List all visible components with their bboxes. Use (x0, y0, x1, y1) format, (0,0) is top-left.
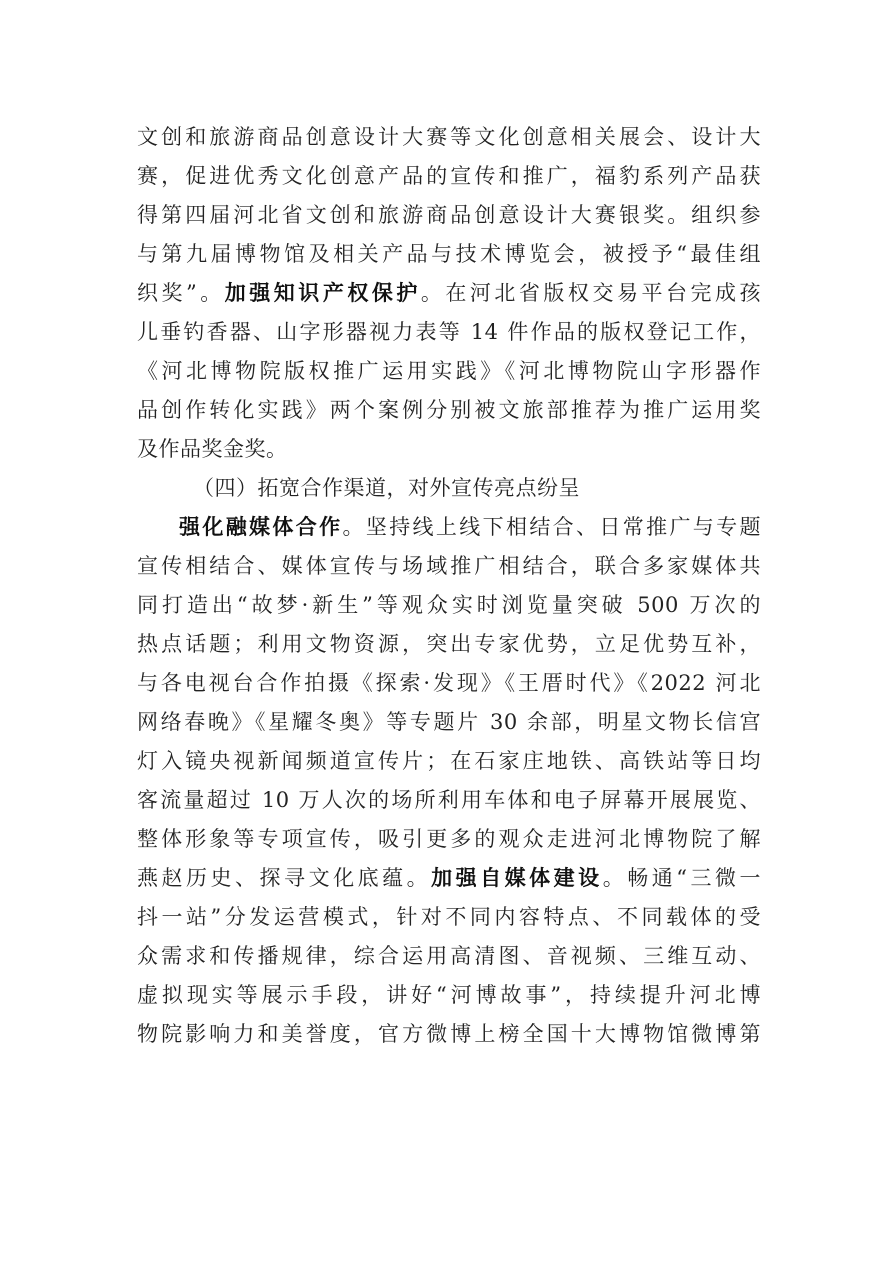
paragraph-line: 儿垂钓香器、山字形器视力表等 14 件作品的版权登记工作， (137, 320, 761, 344)
paragraph-line: 与第九届博物馆及相关产品与技术博览会，被授予“最佳组 (137, 242, 761, 266)
bold-phrase-ip-protection: 加强知识产权保护 (224, 281, 421, 305)
paragraph-line: 《河北博物院版权推广运用实践》《河北博物院山字形器作 (137, 359, 761, 383)
body-text (137, 118, 761, 1054)
bold-phrase-media-cooperation: 强化融媒体合作 (179, 515, 343, 539)
line-text: 。坚持线上线下相结合、日常推广与专题 (342, 515, 762, 539)
paragraph-line: 客流量超过 10 万人次的场所利用车体和电子屏幕开展展览、 (137, 788, 761, 812)
section-heading: （四）拓宽合作渠道，对外宣传亮点纷呈 (193, 476, 580, 500)
line-text: 燕赵历史、探寻文化底蕴。 (137, 866, 432, 890)
paragraph-line (137, 859, 761, 898)
paragraph-line: 品创作转化实践》两个案例分别被文旅部推荐为推广运用奖 (137, 398, 761, 422)
paragraph-line: 宣传相结合、媒体宣传与场域推广相结合，联合多家媒体共 (137, 554, 761, 578)
paragraph-line: 虚拟现实等展示手段，讲好“河博故事”，持续提升河北博 (137, 983, 761, 1007)
paragraph-line: 众需求和传播规律，综合运用高清图、音视频、三维互动、 (137, 944, 761, 968)
paragraph-line: 及作品奖金奖。 (137, 437, 288, 461)
paragraph-line (137, 508, 761, 547)
paragraph-line: 得第四届河北省文创和旅游商品创意设计大赛银奖。组织参 (137, 203, 761, 227)
bold-phrase-self-media: 加强自媒体建设 (431, 866, 603, 890)
line-text: 。在河北省版权交易平台完成孩 (420, 281, 762, 305)
paragraph-line: 整体形象等专项宣传，吸引更多的观众走进河北博物院了解 (137, 827, 761, 851)
paragraph-line: 抖一站”分发运营模式，针对不同内容特点、不同载体的受 (137, 905, 761, 929)
paragraph-line: 灯入镜央视新闻频道宣传片；在石家庄地铁、高铁站等日均 (137, 749, 761, 773)
line-text: 织奖”。 (137, 281, 225, 305)
paragraph-line: 与各电视台合作拍摄《探索·发现》《王厝时代》《2022 河北 (137, 671, 761, 695)
line-text: 。畅通“三微一 (602, 866, 761, 890)
paragraph-line: 同打造出“故梦·新生”等观众实时浏览量突破 500 万次的 (137, 593, 761, 617)
paragraph-line (137, 274, 761, 313)
paragraph-line: 网络春晚》《星耀冬奥》等专题片 30 余部，明星文物长信宫 (137, 710, 761, 734)
paragraph-line: 文创和旅游商品创意设计大赛等文化创意相关展会、设计大 (137, 125, 761, 149)
paragraph-line: 赛，促进优秀文化创意产品的宣传和推广，福豹系列产品获 (137, 164, 761, 188)
paragraph-line: 物院影响力和美誉度，官方微博上榜全国十大博物馆微博第 (137, 1022, 761, 1046)
paragraph-line: 热点话题；利用文物资源，突出专家优势，立足优势互补， (137, 632, 761, 656)
